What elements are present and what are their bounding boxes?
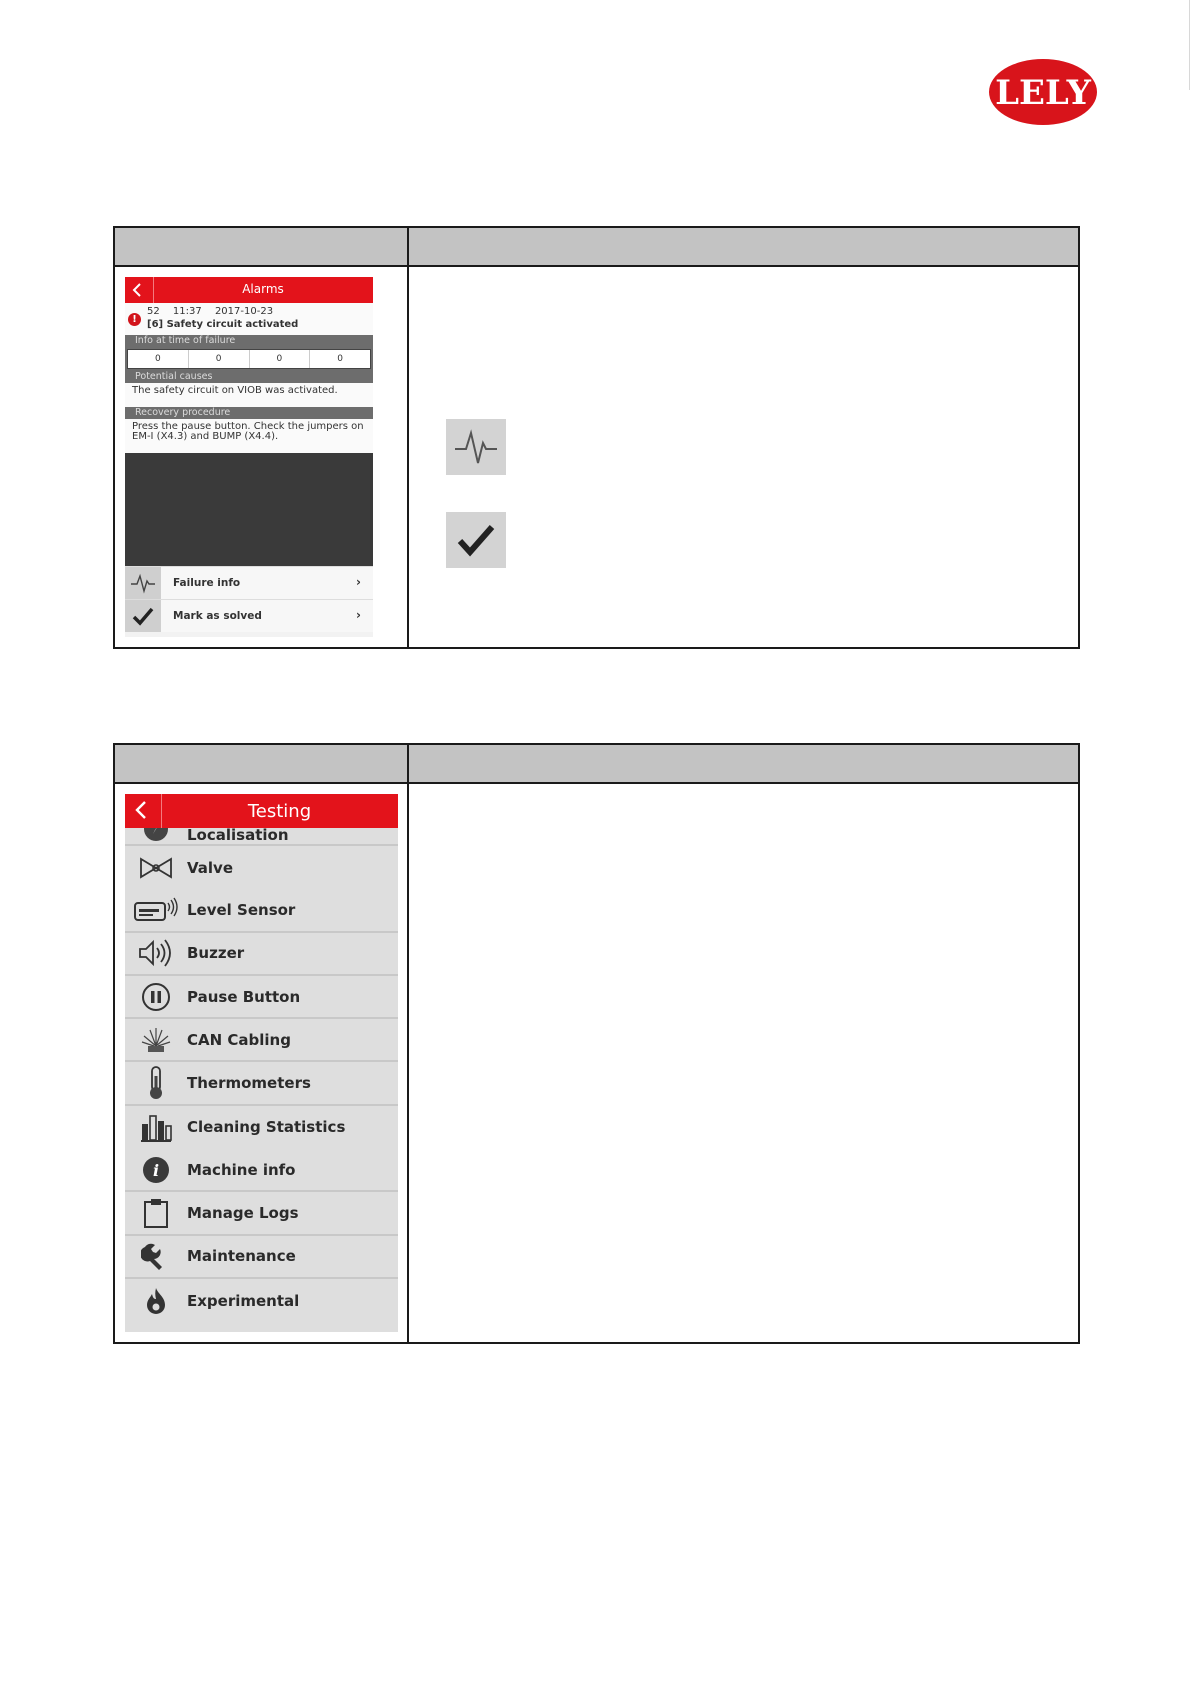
alarms-title-bar — [125, 277, 373, 303]
chevron-right-icon: › — [356, 575, 361, 589]
pulse-icon — [130, 572, 156, 594]
failure-info-label: Failure info — [173, 577, 241, 589]
chevron-left-icon — [135, 801, 147, 819]
alarm-summary — [125, 303, 373, 335]
failure-info-icon-tile — [446, 419, 506, 475]
causes-text: The safety circuit on VIOB was activated. — [125, 383, 373, 407]
failure-info-button[interactable] — [125, 566, 373, 599]
info-value: 0 — [128, 350, 189, 368]
menu-item-manage-logs[interactable] — [125, 1192, 398, 1235]
menu-item-label: Experimental — [187, 1291, 300, 1310]
info-value: 0 — [250, 350, 311, 368]
back-button[interactable] — [125, 277, 154, 303]
alarm-date: 2017-10-23 — [214, 306, 274, 317]
check-icon — [132, 606, 154, 626]
menu-item-pause-button[interactable] — [125, 976, 398, 1019]
back-button[interactable] — [125, 794, 162, 828]
alarm-name: [6] Safety circuit activated — [147, 319, 299, 330]
wrench-icon — [141, 1241, 171, 1271]
pause-icon — [141, 982, 171, 1012]
testing-screen — [125, 794, 398, 1332]
menu-item-thermometers[interactable] — [125, 1062, 398, 1105]
menu-item-machine-info[interactable] — [125, 1149, 398, 1192]
menu-item-buzzer[interactable] — [125, 933, 398, 976]
recovery-header: Recovery procedure — [125, 407, 373, 419]
alarm-time: 11:37 — [172, 306, 202, 317]
alarms-screen — [125, 277, 373, 637]
menu-item-localisation[interactable] — [125, 828, 398, 846]
screenshot-cell — [114, 266, 408, 648]
menu-item-maintenance[interactable] — [125, 1236, 398, 1279]
menu-item-level-sensor[interactable] — [125, 889, 398, 932]
description-cell — [408, 266, 1079, 648]
flame-icon — [144, 1286, 168, 1316]
info-header: Info at time of failure — [125, 335, 373, 347]
table-header-cell — [408, 744, 1079, 783]
alarms-title: Alarms — [242, 282, 284, 296]
chevron-left-icon — [132, 283, 142, 297]
menu-item-label: Machine info — [187, 1160, 296, 1179]
page-edge-rule — [1189, 0, 1190, 90]
table-header-cell — [408, 227, 1079, 266]
clipboard-icon — [143, 1198, 169, 1228]
menu-item-label: Localisation — [187, 828, 289, 844]
speaker-icon — [138, 938, 174, 968]
can-cabling-icon — [140, 1024, 172, 1056]
table-header-row — [114, 227, 1079, 266]
alarms-table — [113, 226, 1080, 649]
menu-item-label: Buzzer — [187, 944, 245, 963]
mark-as-solved-label: Mark as solved — [173, 610, 262, 622]
screenshot-cell — [114, 783, 408, 1343]
menu-item-label: Maintenance — [187, 1247, 296, 1266]
check-icon — [456, 522, 496, 558]
menu-item-label: Level Sensor — [187, 900, 296, 919]
menu-item-label: Thermometers — [187, 1074, 311, 1093]
table-header-cell — [114, 227, 408, 266]
table-header-row — [114, 744, 1079, 783]
level-sensor-icon — [134, 897, 178, 923]
menu-item-experimental[interactable] — [125, 1279, 398, 1322]
testing-title: Testing — [247, 801, 312, 822]
testing-table — [113, 743, 1080, 1344]
mark-as-solved-button[interactable] — [125, 599, 373, 632]
svg-text:i: i — [152, 1160, 160, 1180]
testing-menu-list — [125, 828, 398, 1332]
menu-item-label: Manage Logs — [187, 1204, 299, 1223]
menu-item-label: Cleaning Statistics — [187, 1118, 346, 1137]
svg-text:LELY: LELY — [995, 73, 1091, 113]
thermometer-icon — [147, 1066, 165, 1100]
table-header-cell — [114, 744, 408, 783]
empty-area — [125, 453, 373, 566]
valve-icon — [139, 857, 173, 879]
menu-item-valve[interactable] — [125, 846, 398, 889]
menu-item-label: Valve — [187, 858, 234, 877]
error-icon: ! — [128, 313, 141, 326]
alarm-number: 52 — [147, 306, 160, 317]
bar-chart-icon — [140, 1112, 172, 1142]
menu-item-label: Pause Button — [187, 987, 301, 1006]
mark-as-solved-icon-tile — [446, 512, 506, 568]
info-value: 0 — [189, 350, 250, 368]
description-cell — [408, 783, 1079, 1343]
lely-logo — [988, 58, 1098, 126]
recovery-text: Press the pause button. Check the jumpers on EM-I (X4.3) and BUMP (X4.4). — [125, 419, 373, 453]
menu-item-label: CAN Cabling — [187, 1030, 291, 1049]
info-icon — [142, 1156, 170, 1184]
info-value: 0 — [337, 354, 343, 364]
menu-item-can-cabling[interactable] — [125, 1019, 398, 1062]
info-values — [125, 347, 373, 371]
menu-item-cleaning-statistics[interactable] — [125, 1106, 398, 1149]
chevron-right-icon: › — [356, 608, 361, 622]
pulse-icon — [453, 426, 499, 468]
testing-title-bar — [125, 794, 398, 828]
causes-header: Potential causes — [125, 371, 373, 383]
